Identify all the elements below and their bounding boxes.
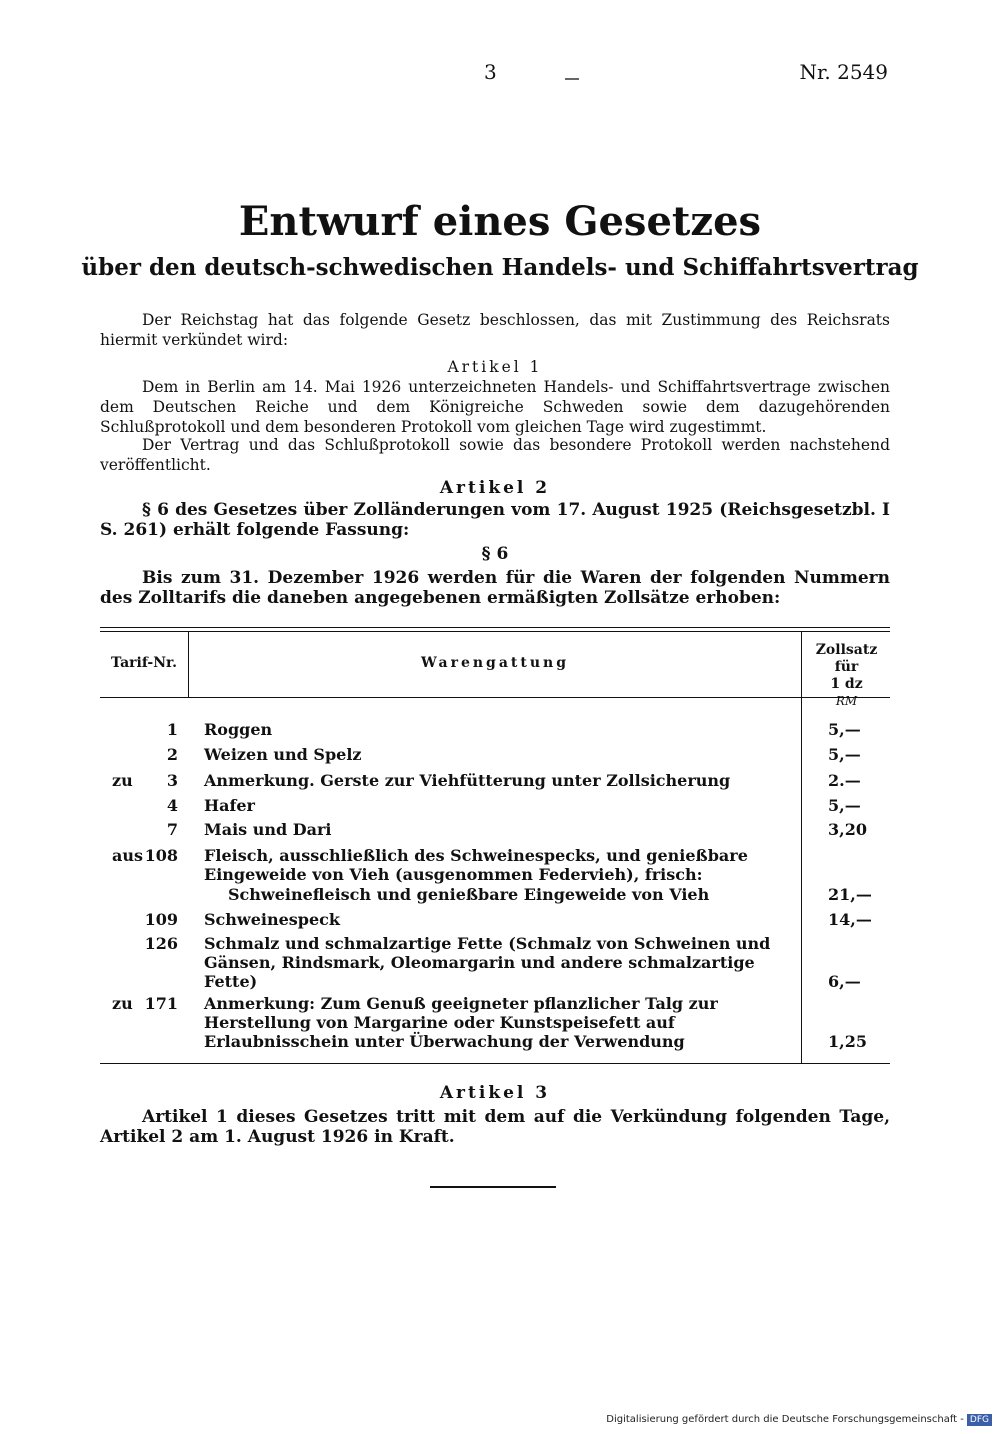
tariff-prefix: zu (112, 994, 133, 1013)
artikel2-paragraph-1: § 6 des Gesetzes über Zolländerungen vom 17. August 1925 (Reichsgesetzbl. I S. 261) erhält folgende Fassung: (100, 500, 890, 540)
table-divider-right (801, 631, 802, 1063)
column-header-rate (803, 642, 890, 710)
goods-description: Schweinespeck (204, 910, 340, 929)
tariff-number: 109 (144, 910, 178, 929)
goods-description: Fleisch, ausschließlich des Schweinespecks, und genießbare Eingeweide von Vieh (ausgenommen Federvieh), frisch: (204, 846, 748, 884)
column-header-tariff: Tarif-Nr. (111, 655, 177, 671)
artikel1-paragraph-1: Dem in Berlin am 14. Mai 1926 unterzeichneten Handels- und Schiffahrtsvertrage zwischen dem Deutschen Reiche und dem Königreiche Schweden sowie dem dazugehörenden Schlußprotokoll und dem besonderen Protokoll vom gleichen Tage wird zugestimmt. (100, 378, 890, 436)
closing-rule (430, 1186, 556, 1188)
column-header-rate-line2: 1 dz (830, 676, 863, 692)
tariff-number: 3 (166, 771, 178, 790)
footer-credit (606, 1414, 992, 1426)
duty-rate: 5,— (828, 796, 861, 815)
tariff-number: 4 (166, 796, 178, 815)
artikel2-heading: Artikel 2 (439, 478, 551, 498)
goods-description: Schmalz und schmalzartige Fette (Schmalz von Schweinen und Gänsen, Rindsmark, Oleomargarin und andere schmalzartige Fette) (204, 934, 771, 991)
tariff-number: 7 (166, 820, 178, 839)
tariff-number: 108 (144, 846, 178, 865)
duty-rate: 14,— (828, 910, 872, 929)
duty-rate: 2.— (828, 771, 861, 790)
goods-description: Hafer (204, 796, 255, 815)
artikel3-paragraph: Artikel 1 dieses Gesetzes tritt mit dem auf die Verkündung folgenden Tage, Artikel 2 am 1. August 1926 in Kraft. (100, 1107, 890, 1147)
document-number: Nr. 2549 (799, 60, 888, 84)
goods-description: Anmerkung: Zum Genuß geeigneter pflanzlicher Talg zur Herstellung von Margarine oder Kunstspeisefett auf Erlaubnisschein unter Überwachung der Verwendung (204, 994, 718, 1051)
section-heading: § 6 (481, 544, 509, 564)
artikel1-paragraph-2: Der Vertrag und das Schlußprotokoll sowie das besondere Protokoll werden nachstehend veröffentlicht. (100, 436, 890, 474)
tariff-prefix: zu (112, 771, 133, 790)
column-header-rate-unit: RM (835, 694, 858, 708)
tariff-prefix: aus (112, 846, 144, 865)
duty-rate: 5,— (828, 745, 861, 764)
page-mark (565, 78, 579, 80)
column-header-goods: Warengattung (421, 655, 569, 671)
goods-description: Mais und Dari (204, 820, 332, 839)
page-title: Entwurf eines Gesetzes (238, 198, 762, 245)
duty-rate: 3,20 (828, 820, 867, 839)
duty-rate: 21,— (828, 885, 872, 904)
goods-description: Schweinefleisch und genießbare Eingeweide von Vieh (228, 885, 710, 904)
table-header-rule (100, 697, 890, 698)
table-top-rule-2 (100, 631, 890, 632)
artikel2-paragraph-2: Bis zum 31. Dezember 1926 werden für die Waren der folgenden Nummern des Zolltarifs die daneben angegebenen ermäßigten Zollsätze erhoben: (100, 568, 890, 608)
tariff-number: 1 (166, 720, 178, 739)
goods-description: Roggen (204, 720, 273, 739)
goods-description: Anmerkung. Gerste zur Viehfütterung unter Zollsicherung (204, 771, 731, 790)
column-header-rate-line1: Zollsatz für (815, 642, 878, 675)
artikel1-heading: Artikel 1 (447, 358, 543, 376)
duty-rate: 6,— (828, 972, 861, 991)
tariff-number: 126 (144, 934, 178, 953)
intro-paragraph: Der Reichstag hat das folgende Gesetz beschlossen, das mit Zustimmung des Reichsrats hiermit verkündet wird: (100, 311, 890, 349)
tariff-number: 171 (144, 994, 178, 1013)
duty-rate: 5,— (828, 720, 861, 739)
table-bottom-rule (100, 1063, 890, 1064)
table-divider-left (188, 631, 189, 697)
dfg-logo-icon: DFG (967, 1414, 992, 1426)
page-subtitle: über den deutsch-schwedischen Handels- und Schiffahrtsvertrag (81, 254, 919, 281)
table-top-rule (100, 627, 890, 628)
artikel3-heading: Artikel 3 (439, 1083, 551, 1103)
duty-rate: 1,25 (828, 1032, 867, 1051)
tariff-number: 2 (166, 745, 178, 764)
goods-description: Weizen und Spelz (204, 745, 362, 764)
footer-text: Digitalisierung gefördert durch die Deutsche Forschungsgemeinschaft - (606, 1414, 964, 1425)
page-number: 3 (484, 60, 497, 84)
